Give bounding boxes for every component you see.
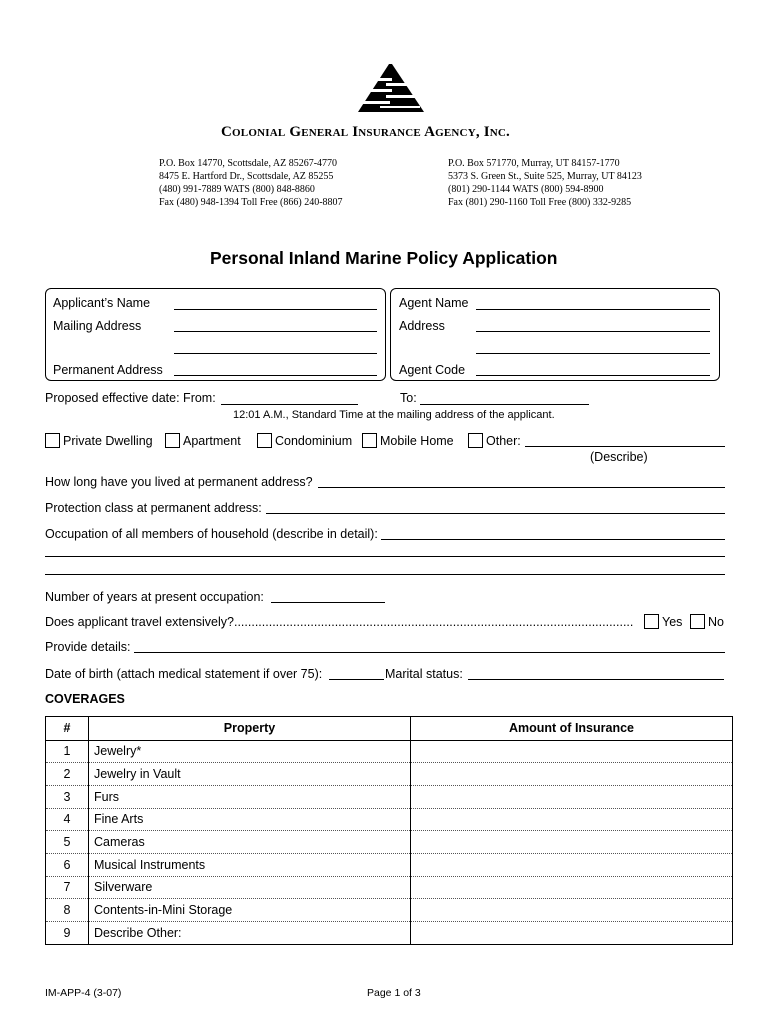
occupation-field-3[interactable] <box>45 574 725 575</box>
form-code: IM-APP-4 (3-07) <box>45 987 122 999</box>
agent-address-label: Address <box>399 319 445 333</box>
table-row <box>46 808 733 831</box>
other-label: Other: <box>486 434 521 448</box>
table-row <box>46 740 733 763</box>
address-line: P.O. Box 14770, Scottsdale, AZ 85267-4770 <box>159 158 338 169</box>
amount-cell[interactable] <box>411 831 733 854</box>
effective-from-label: Proposed effective date: From: <box>45 391 216 405</box>
apartment-label: Apartment <box>183 434 241 448</box>
dob-label: Date of birth (attach medical statement if over 75): <box>45 667 323 681</box>
years-occupation-field[interactable] <box>271 602 385 603</box>
amount-cell[interactable] <box>411 876 733 899</box>
applicant-name-field[interactable] <box>174 309 377 310</box>
provide-details-field[interactable] <box>134 652 725 653</box>
agent-name-field[interactable] <box>476 309 710 310</box>
row-number: 2 <box>46 763 89 786</box>
property-cell: Jewelry* <box>89 740 411 763</box>
agent-name-label: Agent Name <box>399 296 469 310</box>
amount-cell[interactable] <box>411 763 733 786</box>
row-number: 7 <box>46 876 89 899</box>
address-line: P.O. Box 571770, Murray, UT 84157-1770 <box>448 158 620 169</box>
occupation-field-2[interactable] <box>45 556 725 557</box>
effective-to-field[interactable] <box>420 404 589 405</box>
how-long-label: How long have you lived at permanent address? <box>45 475 313 489</box>
how-long-field[interactable] <box>318 487 725 488</box>
mobile-home-label: Mobile Home <box>380 434 454 448</box>
table-row <box>46 763 733 786</box>
address-line: Fax (480) 948-1394 Toll Free (866) 240-8807 <box>159 197 343 208</box>
form-title: Personal Inland Marine Policy Application <box>210 248 558 268</box>
column-header-amount: Amount of Insurance <box>411 716 733 740</box>
table-header-row <box>46 716 733 740</box>
dob-field[interactable] <box>329 679 384 680</box>
table-row <box>46 899 733 922</box>
row-number: 1 <box>46 740 89 763</box>
permanent-address-label: Permanent Address <box>53 363 163 377</box>
address-line: (480) 991-7889 WATS (800) 848-8860 <box>159 184 315 195</box>
occupation-field[interactable] <box>381 539 725 540</box>
office-address-murray <box>448 157 642 209</box>
effective-to-label: To: <box>400 391 417 405</box>
table-row <box>46 853 733 876</box>
private-dwelling-checkbox[interactable] <box>45 433 60 448</box>
time-note: 12:01 A.M., Standard Time at the mailing address of the applicant. <box>233 409 555 421</box>
mailing-address-field-2[interactable] <box>174 353 377 354</box>
amount-cell[interactable] <box>411 922 733 945</box>
row-number: 3 <box>46 785 89 808</box>
occupation-label: Occupation of all members of household (describe in detail): <box>45 527 378 541</box>
years-occupation-label: Number of years at present occupation: <box>45 590 264 604</box>
page-number: Page 1 of 3 <box>367 987 421 999</box>
protection-class-label: Protection class at permanent address: <box>45 501 262 515</box>
describe-label: (Describe) <box>590 450 648 464</box>
property-cell: Jewelry in Vault <box>89 763 411 786</box>
address-line: 5373 S. Green St., Suite 525, Murray, UT 84123 <box>448 171 642 182</box>
property-cell: Musical Instruments <box>89 853 411 876</box>
address-line: 8475 E. Hartford Dr., Scottsdale, AZ 85255 <box>159 171 334 182</box>
property-cell: Silverware <box>89 876 411 899</box>
table-row <box>46 876 733 899</box>
agent-address-field[interactable] <box>476 331 710 332</box>
row-number: 8 <box>46 899 89 922</box>
agent-code-label: Agent Code <box>399 363 466 377</box>
row-number: 5 <box>46 831 89 854</box>
mailing-address-label: Mailing Address <box>53 319 142 333</box>
property-cell: Describe Other: <box>89 922 411 945</box>
property-cell: Cameras <box>89 831 411 854</box>
marital-status-label: Marital status: <box>385 667 463 681</box>
amount-cell[interactable] <box>411 853 733 876</box>
row-number: 9 <box>46 922 89 945</box>
column-header-number: # <box>46 716 89 740</box>
condominium-label: Condominium <box>275 434 353 448</box>
apartment-checkbox[interactable] <box>165 433 180 448</box>
private-dwelling-label: Private Dwelling <box>63 434 153 448</box>
other-checkbox[interactable] <box>468 433 483 448</box>
condominium-checkbox[interactable] <box>257 433 272 448</box>
provide-details-label: Provide details: <box>45 640 131 654</box>
other-describe-field[interactable] <box>525 446 725 447</box>
property-cell: Fine Arts <box>89 808 411 831</box>
amount-cell[interactable] <box>411 899 733 922</box>
company-name: Colonial General Insurance Agency, Inc. <box>221 124 511 140</box>
company-logo <box>356 62 426 114</box>
protection-class-field[interactable] <box>266 513 725 514</box>
travel-label: Does applicant travel extensively?................................................................................................................... <box>45 616 634 629</box>
amount-cell[interactable] <box>411 808 733 831</box>
marital-status-field[interactable] <box>468 679 724 680</box>
column-header-property: Property <box>89 716 411 740</box>
amount-cell[interactable] <box>411 785 733 808</box>
permanent-address-field[interactable] <box>174 375 377 376</box>
office-address-scottsdale <box>159 157 343 209</box>
mobile-home-checkbox[interactable] <box>362 433 377 448</box>
row-number: 4 <box>46 808 89 831</box>
address-line: (801) 290-1144 WATS (800) 594-8900 <box>448 184 604 195</box>
travel-yes-checkbox[interactable] <box>644 614 659 629</box>
table-row <box>46 831 733 854</box>
effective-from-field[interactable] <box>221 404 358 405</box>
property-cell: Contents-in-Mini Storage <box>89 899 411 922</box>
agent-address-field-2[interactable] <box>476 353 710 354</box>
applicant-name-label: Applicant’s Name <box>53 296 151 310</box>
travel-yes-label: Yes <box>662 615 683 629</box>
mailing-address-field[interactable] <box>174 331 377 332</box>
row-number: 6 <box>46 853 89 876</box>
address-line: Fax (801) 290-1160 Toll Free (800) 332-9285 <box>448 197 632 208</box>
coverages-table <box>45 716 733 944</box>
property-cell: Furs <box>89 785 411 808</box>
travel-no-checkbox[interactable] <box>690 614 705 629</box>
coverages-heading: COVERAGES <box>45 692 125 706</box>
agent-code-field[interactable] <box>476 375 710 376</box>
amount-cell[interactable] <box>411 740 733 763</box>
table-row <box>46 922 733 945</box>
travel-no-label: No <box>708 615 724 629</box>
table-row <box>46 785 733 808</box>
